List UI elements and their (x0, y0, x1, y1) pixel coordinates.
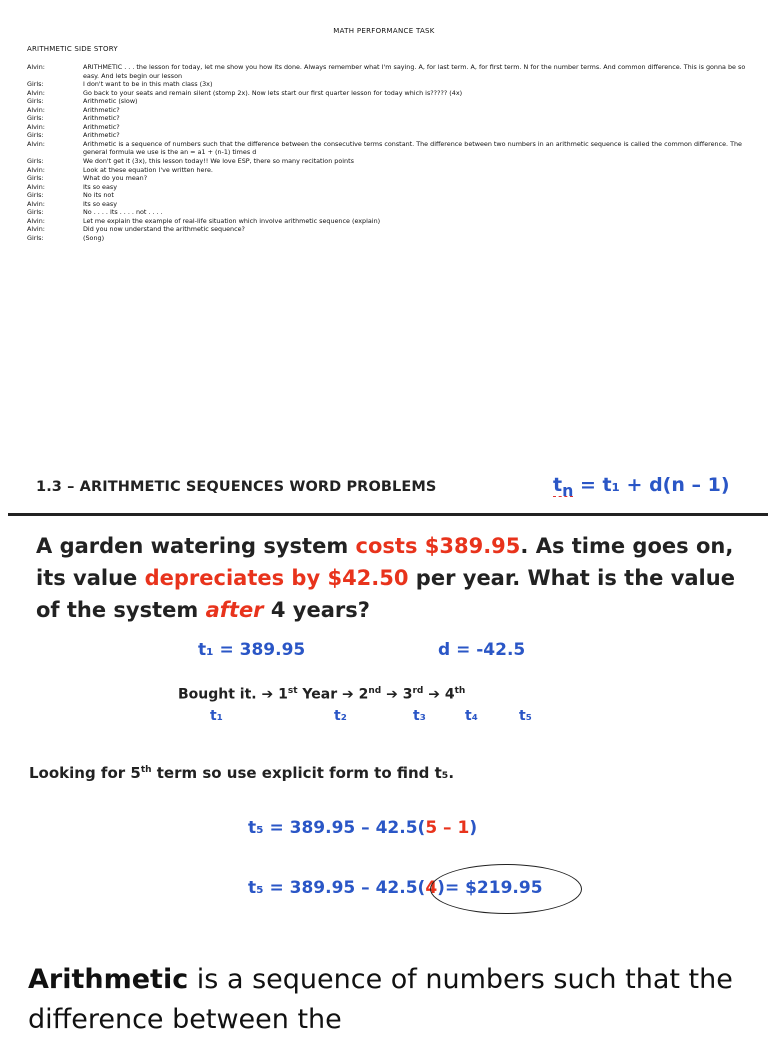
formula-lhs-sub: n (562, 480, 574, 500)
script-line (27, 200, 747, 209)
script-line (27, 80, 747, 89)
document-title: MATH PERFORMANCE TASK (333, 27, 435, 35)
problem-text: 4 years? (263, 598, 370, 622)
term-label: t₄ (465, 708, 478, 724)
speaker-name: Alvin: (27, 182, 45, 191)
bottom-definition (28, 960, 748, 1040)
arrow-icon: ➔ (386, 686, 398, 703)
script-line (27, 114, 747, 123)
given-first-term: t₁ = 389.95 (198, 640, 306, 660)
speech-text: (Song) (83, 233, 105, 242)
speaker-name: Alvin: (27, 139, 45, 148)
script-line (27, 174, 747, 183)
eq-answer: = $219.95 (444, 878, 543, 898)
speech-text: What do you mean? (83, 174, 148, 183)
definition-term: Arithmetic (28, 964, 189, 995)
speaker-name: Alvin: (27, 122, 45, 131)
script-line (27, 106, 747, 115)
speech-text: Its so easy (83, 199, 117, 208)
speech-text: Go back to your seats and remain silent (stomp 2x). Now lets start our first quarter lesson for today which is????? (4x) (83, 88, 463, 97)
script-lines (27, 63, 747, 242)
explicit-form-note (29, 764, 454, 782)
speech-text: Arithmetic (slow) (83, 97, 138, 106)
timeline-ordinal: rd (412, 686, 424, 696)
answer-circle (430, 864, 582, 914)
script-line (27, 157, 747, 166)
problem-text: . As time goes on, its value (36, 534, 734, 590)
speaker-name: Girls: (27, 174, 44, 183)
speech-text: Arithmetic? (83, 131, 120, 140)
speech-text: Arithmetic is a sequence of numbers such that the difference between the consecutive terms constant. The difference between two numbers in an arithmetic sequence is called the common difference. The general formula we use is the an = a1 + (n-1) times d (83, 139, 745, 157)
timeline-bought: Bought it. (178, 686, 257, 703)
timeline-ordinal: st (287, 686, 298, 696)
eq-text: ) (437, 878, 445, 898)
timeline-year: 4 (444, 686, 455, 703)
problem-depreciation: depreciates by $42.50 (144, 566, 409, 590)
given-common-difference: d = -42.5 (438, 640, 526, 660)
speaker-name: Girls: (27, 208, 44, 217)
script-line (27, 97, 747, 106)
speaker-name: Girls: (27, 80, 44, 89)
timeline-year-label: Year (297, 686, 338, 703)
problem-cost: costs $389.95 (355, 534, 521, 558)
speaker-name: Girls: (27, 157, 44, 166)
speaker-name: Alvin: (27, 105, 45, 114)
problem-statement (36, 530, 746, 626)
script-line (27, 140, 747, 157)
speech-text: Arithmetic? (83, 105, 120, 114)
speech-text: No its not (83, 191, 114, 200)
arrow-icon: ➔ (261, 686, 274, 703)
formula-lhs: t (553, 474, 563, 496)
script-line (27, 191, 747, 200)
slide-formula (553, 474, 730, 500)
timeline-terms (0, 708, 768, 732)
speech-text: Arithmetic? (83, 114, 120, 123)
script-line (27, 166, 747, 175)
timeline (178, 686, 465, 703)
speaker-name: Girls: (27, 97, 44, 106)
timeline-ordinal: th (454, 686, 466, 696)
eq-text: t₅ = 389.95 – 42.5( (248, 878, 426, 898)
eq-text: ) (469, 818, 478, 838)
slide (0, 452, 768, 1035)
speaker-name: Girls: (27, 191, 44, 200)
timeline-year: 3 (402, 686, 413, 703)
script-line (27, 234, 747, 243)
speaker-name: Alvin: (27, 225, 45, 234)
speaker-name: Alvin: (27, 216, 45, 225)
problem-text: per year. What is the value of the system (36, 566, 735, 622)
script-line (27, 131, 747, 140)
script-line (27, 89, 747, 98)
speech-text: ARITHMETIC . . . the lesson for today, let me show you how its done. Always remember what I'm saying. A, for last term. A, for first term. N for the number terms. And common difference. This is gonna be so easy. And lets begin our lesson (83, 63, 748, 80)
speaker-name: Alvin: (27, 165, 45, 174)
timeline-year: 2 (358, 686, 369, 703)
problem-after: after (205, 598, 264, 622)
speech-text: Its so easy (83, 182, 117, 191)
note-ordinal: th (140, 765, 152, 775)
speech-text: Arithmetic? (83, 122, 120, 131)
slide-header: 1.3 – ARITHMETIC SEQUENCES WORD PROBLEMS (36, 479, 437, 495)
term-label: t₅ (519, 708, 532, 724)
eq-highlight: 4 (425, 878, 438, 898)
script-line (27, 208, 747, 217)
section-title: ARITHMETIC SIDE STORY (27, 45, 118, 53)
note-text: term so use explicit form to find t₅. (151, 764, 455, 782)
term-label: t₃ (413, 708, 426, 724)
term-label: t₂ (334, 708, 347, 724)
definition-text: is a sequence of numbers such that the difference between the (28, 964, 733, 1035)
note-text: Looking for 5 (29, 764, 141, 782)
speaker-name: Girls: (27, 233, 44, 242)
speech-text: Look at these equation I've written here. (83, 165, 213, 174)
script-line (27, 225, 747, 234)
script-line (27, 63, 747, 80)
header-divider (8, 513, 768, 516)
arrow-icon: ➔ (341, 686, 354, 703)
timeline-year: 1 (278, 686, 288, 703)
eq-highlight: 5 – 1 (425, 818, 470, 838)
speech-text: I don't want to be in this math class (3x) (83, 80, 213, 89)
speech-text: We don't get it (3x), this lesson today!! We love ESP, there so many recitation points (83, 157, 354, 166)
speaker-name: Alvin: (27, 63, 45, 71)
speech-text: No . . . . Its . . . . not . . . . (83, 208, 163, 217)
speaker-name: Girls: (27, 114, 44, 123)
script-line (27, 183, 747, 192)
arrow-icon: ➔ (428, 686, 440, 703)
formula-rhs: = t₁ + d(n – 1) (573, 474, 730, 496)
problem-text: A garden watering system (36, 534, 356, 558)
speech-text: Let me explain the example of real-life situation which involve arithmetic sequence (explain) (83, 216, 381, 225)
equation-step-1 (248, 818, 477, 838)
speaker-name: Alvin: (27, 199, 45, 208)
speaker-name: Girls: (27, 131, 44, 140)
term-label: t₁ (210, 708, 223, 724)
speaker-name: Alvin: (27, 88, 45, 97)
script-line (27, 217, 747, 226)
timeline-ordinal: nd (368, 686, 382, 696)
speech-text: Did you now understand the arithmetic sequence? (83, 225, 245, 234)
script-line (27, 123, 747, 132)
eq-text: t₅ = 389.95 – 42.5( (248, 818, 426, 838)
script-section (0, 0, 768, 452)
